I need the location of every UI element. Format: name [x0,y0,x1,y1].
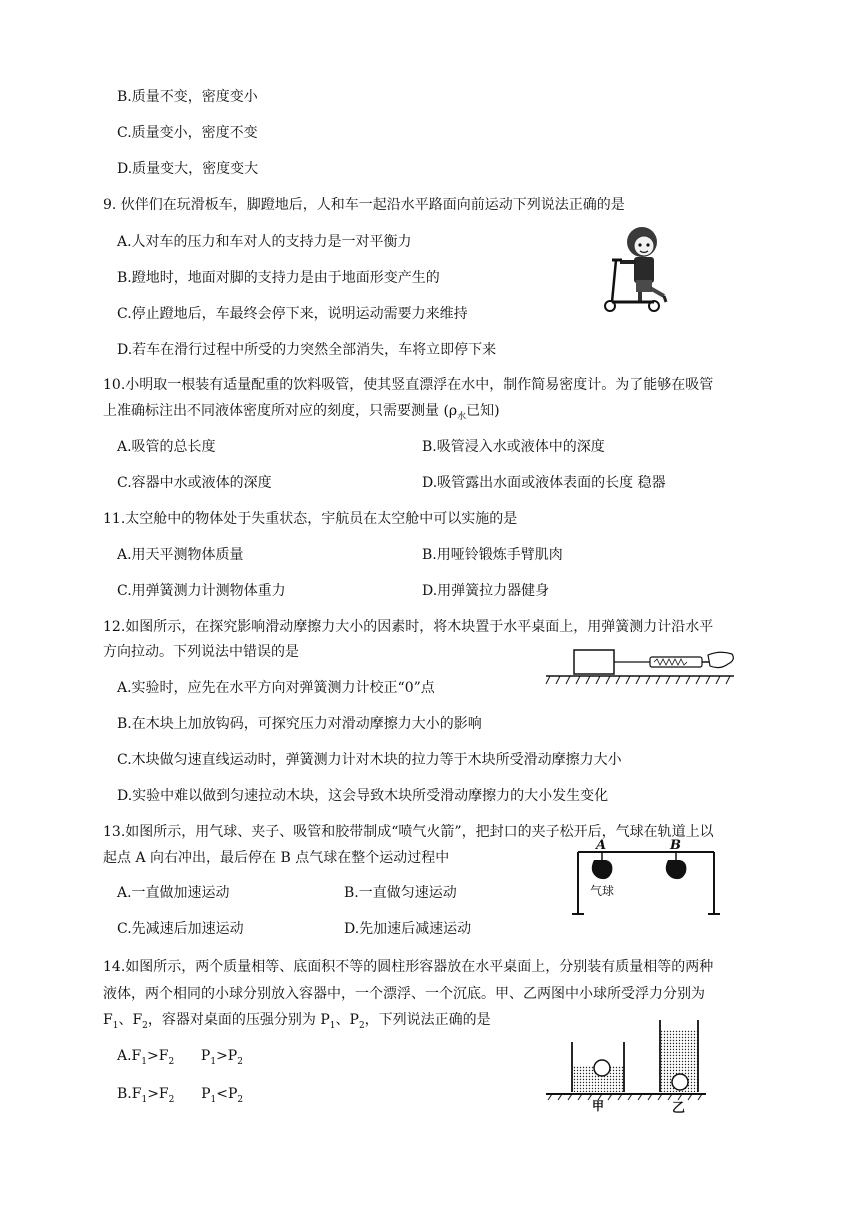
q10-option-c: C.容器中水或液体的深度 [117,475,272,491]
q14-a-sub3: 1 [210,1056,217,1067]
q14-b-p1: P [174,1086,211,1102]
q14-stem-tail: ，下列说法正确的是 [364,1012,491,1028]
q14-a-p2: >P [216,1048,238,1064]
q11-option-a: A.用天平测物体质量 [117,547,244,563]
q11-option-d: D.用弹簧拉力器健身 [422,583,550,599]
f2-subscript: 2 [142,1020,148,1031]
q14-stem-mid: ，容器对桌面的压强分别为 P [147,1012,330,1028]
q10-rho-subscript: 水 [457,411,467,422]
q12-option-a: A.实验时，应先在水平方向对弹簧测力计校正“0”点 [117,680,435,696]
q14-a-sub4: 2 [237,1056,243,1067]
q13-option-d: D.先加速后减速运动 [344,921,472,937]
q14-option-b [117,1085,243,1103]
q10-option-b: B.吸管浸入水或液体中的深度 [422,439,605,455]
q14-stem-line2: 液体，两个相同的小球分别放入容器中，一个漂浮、一个沉底。甲、乙两图中小球所受浮力分别为 [103,986,705,1002]
container-yi-label: 乙 [672,1101,686,1116]
wooden-block [574,650,614,674]
q10-stem-line2 [103,402,500,420]
spring-scale [650,657,702,667]
q14-b-sub2: 2 [168,1094,175,1105]
friction-experiment-figure [544,642,740,688]
q14-a-sub2: 2 [168,1056,175,1067]
q13-stem-line1: 13.如图所示，用气球、夹子、吸管和胶带制成“喷气火箭”，把封口的夹子松开后，气球在轨道上以 [103,824,714,840]
q14-a-sub1: 1 [141,1056,148,1067]
floating-ball [594,1060,610,1076]
q8-option-c: C.质量变小，密度不变 [117,125,258,141]
q9-option-d: D.若车在滑行过程中所受的力突然全部消失，车将立即停下来 [117,342,497,358]
q14-b-sub4: 2 [237,1094,244,1105]
q13-stem-line2: 起点 A 向右冲出，最后停在 B 点气球在整个运动过程中 [103,850,450,866]
container-jia-label: 甲 [592,1099,605,1113]
q8-option-d: D.质量变大，密度变大 [117,161,259,177]
q9-option-b: B.蹬地时，地面对脚的支持力是由于地面形变产生的 [117,270,440,286]
q13-option-c: C.先减速后加速运动 [117,921,244,937]
q14-b-sub1: 1 [141,1094,148,1105]
q9-stem: 9. 伙伴们在玩滑板车，脚蹬地后，人和车一起沿水平路面向前运动下列说法正确的是 [103,197,625,213]
q14-b-f1: B.F [117,1086,142,1102]
scooter-child-figure [598,222,678,314]
q10-stem-line1: 10.小明取一根装有适量配重的饮料吸管，使其竖直漂浮在水中，制作简易密度计。为了能够在吸管 [103,377,714,393]
q10-option-a: A.吸管的总长度 [117,439,216,455]
balloon-label: 气球 [590,884,615,898]
containers-figure [546,1018,706,1118]
q14-stem-line3 [103,1011,491,1029]
q11-option-b: B.用哑铃锻炼手臂肌肉 [422,547,563,563]
q14-a-f2: >F [147,1048,169,1064]
q11-stem: 11.太空舱中的物体处于失重状态，宇航员在太空舱中可以实施的是 [103,511,518,527]
sunk-ball [672,1074,688,1090]
q9-option-a: A.人对车的压力和车对人的支持力是一对平衡力 [117,234,412,250]
p1-subscript: 1 [329,1020,336,1031]
point-b-label: B [670,838,681,853]
q13-option-b: B.一直做匀速运动 [344,885,457,901]
f1-subscript: 1 [112,1020,119,1031]
q14-b-sub3: 1 [210,1094,217,1105]
q9-option-c: C.停止蹬地后，车最终会停下来，说明运动需要力来维持 [117,306,468,322]
q14-option-a [117,1047,243,1065]
q14-stem-line1: 14.如图所示，两个质量相等、底面积不等的圆柱形容器放在水平桌面上，分别装有质量相等的两种 [103,959,714,975]
q14-a-p1: P [174,1048,211,1064]
q12-option-c: C.木块做匀速直线运动时，弹簧测力计对木块的拉力等于木块所受滑动摩擦力大小 [117,752,622,768]
q12-option-b: B.在木块上加放钩码，可探究压力对滑动摩擦力大小的影响 [117,716,482,732]
q10-stem-line2-end: 已知) [466,403,500,419]
q10-stem-line2-text: 上准确标注出不同液体密度所对应的刻度，只需要测量 (ρ [103,403,458,419]
q14-b-p2: <P [216,1086,238,1102]
q12-option-d: D.实验中难以做到匀速拉动木块，这会导致木块所受滑动摩擦力的大小发生变化 [117,788,609,804]
hand-icon [708,652,733,667]
q12-stem-line1: 12.如图所示，在探究影响滑动摩擦力大小的因素时，将木块置于水平桌面上，用弹簧测力计沿水平 [103,619,714,635]
q14-b-f2: >F [147,1086,169,1102]
q10-option-d: D.吸管露出水面或液体表面的长度 稳器 [422,475,666,491]
p2-subscript: 2 [358,1020,365,1031]
balloon-track-drawing [572,838,722,920]
q14-a-f1: A.F [117,1048,142,1064]
point-a-label: A [596,838,607,853]
f1-symbol: F [103,1012,113,1028]
q13-option-a: A.一直做加速运动 [117,885,230,901]
q11-option-c: C.用弹簧测力计测物体重力 [117,583,286,599]
p2-symbol: 、P [335,1012,359,1028]
f2-symbol: 、F [118,1012,143,1028]
q8-option-b: B.质量不变，密度变小 [117,89,258,105]
q12-stem-line2: 方向拉动。下列说法中错误的是 [103,644,299,660]
balloon-rocket-figure [572,838,722,920]
